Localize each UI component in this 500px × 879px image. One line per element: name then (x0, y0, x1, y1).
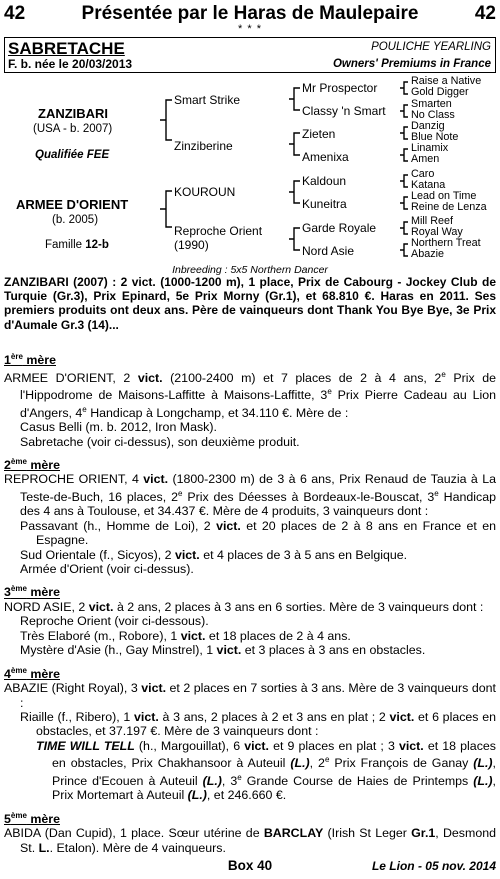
page-header (4, 3, 496, 23)
consignor-title: Présentée par le Haras de Maulepaire (81, 3, 419, 24)
produce-time-will-tell: TIME WILL TELL (h., Margouillat), 6 vict. et 9 places en plat ; 3 vict. et 18 places en obstacles, Prix Chakhansoor à Auteuil (L.), 2e Prix François de Ganay (L.), Prince d'Ecouen à Auteuil (L.), 3e Grande Course de Haies de Printemps (L.), Prix Mortemart à Auteuil (L.), et 246.660 €. (36, 738, 496, 803)
section-2nd-dam: 2ème mère (4, 456, 60, 473)
sire-info: (USA - b. 2007) (33, 123, 113, 135)
dam-name: ARMEE D'ORIENT (16, 197, 129, 212)
g3-1: Mr Prospector (302, 81, 378, 95)
g4-11: Lead on Time (411, 190, 477, 202)
g3-6: Kuneitra (302, 197, 347, 211)
dam-nord-asie: NORD ASIE, 2 vict. à 2 ans, 2 places à 3 ans en 6 sorties. Mère de 3 vainqueurs dont : (4, 599, 484, 614)
g4-13: Mill Reef (411, 215, 453, 227)
section-3rd-dam: 3ème mère (4, 584, 60, 600)
dam-reproche-orient: REPROCHE ORIENT, 4 vict. (1800-2300 m) de 3 à 6 ans, Prix Renaud de Tauzia à La Teste-de-Buch, 16 places, 2e Prix des Déesses à Bordeaux-le-Bouscat, 3e Handicap des 4 ans à Toulouse, et 34.437 €. Mère de 4 produits, 3 vainqueurs dont : (4, 472, 496, 519)
produce-mystere-dasie: Mystère d'Asie (h., Gay Minstrel), 1 vict. et 3 places à 3 ans en obstacles. (20, 643, 426, 658)
box-number: Box 40 (227, 858, 273, 873)
g4-6: Blue Note (411, 131, 459, 143)
g4-3: Smarten (411, 98, 452, 110)
g2-dam-sire: KOUROUN (174, 185, 236, 199)
produce-sud-orientale: Sud Orientale (f., Sicyos), 2 vict. et 4 places de 3 à 5 ans en Belgique. (20, 547, 408, 562)
inbreeding-note: Inbreeding : 5x5 Northern Dancer (172, 264, 328, 276)
horse-sex-label: POULICHE YEARLING (371, 41, 491, 53)
dam-abazie: ABAZIE (Right Royal), 3 vict. et 2 places en 7 sorties à 3 ans. Mère de 3 vainqueurs dont : (4, 681, 496, 710)
horse-name: SABRETACHE (8, 39, 125, 58)
g4-4: No Class (411, 109, 455, 121)
stars-divider: * * * (238, 23, 262, 35)
g4-8: Amen (411, 153, 440, 165)
section-1st-dam: 1ère mère (4, 352, 56, 368)
g2-dam-dam-year: (1990) (174, 238, 209, 252)
horse-birth: F. b. née le 20/03/2013 (8, 57, 133, 71)
sire-summary: ZANZIBARI (2007) : 2 vict. (1000-1200 m), 1 place, Prix de Cabourg - Jockey Club de Turquie (Gr.3), Prix Epinard, 5e Prix Morny (Gr.1), et 68.810 €. Haras en 2011. Ses premiers produits ont deux ans. Père de vainqueurs dont Thank You Bye Bye, 3e Prix d'Aumale Gr.3 (14)... (4, 275, 496, 332)
g2-dam-dam: Reproche Orient (174, 224, 263, 238)
sire-qualification: Qualifiée FEE (35, 149, 110, 161)
section-4th-dam: 4ème mère (4, 665, 60, 681)
sire-name: ZANZIBARI (38, 106, 109, 121)
g4-15: Northern Treat (411, 237, 481, 249)
lot-number-left: 42 (4, 3, 26, 24)
dam-armee-dorient: ARMEE D'ORIENT, 2 vict. (2100-2400 m) et 7 places de 2 à 4 ans, 2e Prix de l'Hippodrome de Maisons-Laffitte à Maisons-Laffitte, 3e Prix Pierre Cadeau au Lion d'Angers, 4e Handicap à Longchamp, et 34.110 €. Mère de : (4, 369, 497, 420)
produce-tres-elabore: Très Elaboré (m., Robore), 1 vict. et 18 places de 2 à 4 ans. (20, 628, 351, 643)
produce-casus-belli: Casus Belli (m. b. 2012, Iron Mask). (20, 420, 217, 435)
dam-line-body (4, 350, 496, 855)
produce-armee-dorient: Armée d'Orient (voir ci-dessus). (20, 562, 194, 577)
g4-16: Abazie (411, 248, 445, 260)
g4-12: Reine de Lenza (411, 201, 487, 213)
g3-2: Classy 'n Smart (302, 104, 386, 118)
sale-place-date: Le Lion - 05 nov. 2014 (371, 859, 496, 873)
produce-passavant: Passavant (h., Homme de Loi), 2 vict. et 20 places de 2 à 8 ans en France et en Espagne. (20, 518, 496, 548)
g4-1: Raise a Native (411, 75, 482, 87)
produce-sabretache: Sabretache (voir ci-dessus), son deuxième produit. (20, 434, 300, 449)
horse-identity-box (4, 37, 496, 73)
dam-family (45, 239, 109, 251)
g4-2: Gold Digger (411, 86, 469, 98)
g3-7: Garde Royale (302, 221, 377, 235)
owners-premiums: Owners' Premiums in France (332, 58, 491, 70)
g4-7: Linamix (411, 142, 449, 154)
g3-4: Amenixa (302, 150, 349, 164)
g3-8: Nord Asie (302, 244, 355, 258)
produce-riaille: Riaille (f., Ribero), 1 vict. à 3 ans, 2 places à 2 et 3 ans en plat ; 2 vict. et 6 places en obstacles, et 37.197 €. Mère de 3 vainqueurs dont : (20, 709, 496, 739)
lot-number-right: 42 (474, 3, 496, 24)
pedigree-table (0, 73, 500, 263)
g4-5: Danzig (411, 120, 445, 132)
g4-9: Caro (411, 168, 435, 180)
g3-3: Zieten (302, 127, 336, 141)
g3-5: Kaldoun (302, 174, 347, 188)
page-footer (4, 858, 496, 876)
section-5th-dam: 5ème mère (4, 810, 60, 826)
g4-10: Katana (411, 179, 446, 191)
produce-reproche-orient: Reproche Orient (voir ci-dessous). (20, 614, 209, 629)
g2-sire-dam: Zinziberine (174, 139, 233, 153)
g2-sire-sire: Smart Strike (174, 93, 241, 107)
dam-abida: ABIDA (Dan Cupid), 1 place. Sœur utérine de BARCLAY (Irish St Leger Gr.1, Desmond St. L.. Etalon). Mère de 4 vainqueurs. (4, 826, 496, 855)
g4-14: Royal Way (411, 226, 463, 238)
family-label: Famille (45, 239, 86, 251)
family-number: 12-b (85, 239, 109, 251)
dam-info: (b. 2005) (52, 214, 99, 226)
